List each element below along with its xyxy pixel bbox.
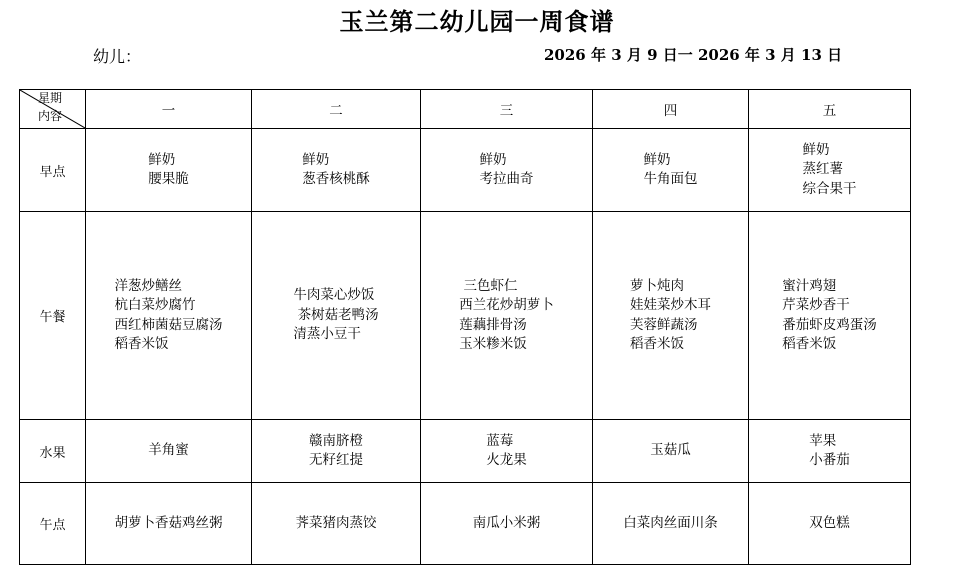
menu-item: 胡萝卜香菇鸡丝粥 [114, 514, 223, 531]
weekly-menu-table [19, 89, 911, 565]
child-label: 幼儿： [93, 47, 142, 66]
menu-cell [749, 129, 911, 212]
menu-cell [749, 483, 911, 565]
menu-cell [421, 420, 593, 483]
menu-item: 荠菜猪肉蒸饺 [295, 514, 377, 531]
menu-cell [252, 129, 421, 212]
menu-cell [593, 129, 749, 212]
menu-item: 鲜奶 [643, 151, 671, 168]
menu-items [296, 514, 377, 534]
menu-cell [749, 212, 911, 420]
meal-label: 早点 [20, 129, 86, 212]
menu-items [473, 514, 541, 534]
menu-cell [86, 420, 252, 483]
menu-cell [421, 483, 593, 565]
menu-item: 鲜奶 [479, 151, 507, 168]
menu-item: 玉米糁米饭 [459, 336, 527, 352]
menu-items [803, 141, 857, 200]
menu-item: 稻香米饭 [630, 336, 684, 352]
menu-item: 牛角面包 [643, 171, 698, 187]
menu-item: 清蒸小豆干 [293, 326, 361, 343]
menu-item: 白菜肉丝面川条 [623, 514, 718, 531]
menu-items [302, 151, 370, 190]
menu-item: 三色虾仁 [459, 277, 518, 294]
corner-label-weekday: 星期 [38, 91, 63, 105]
menu-item: 火龙果 [486, 452, 527, 468]
menu-item: 西兰花炒胡萝卜 [459, 297, 554, 313]
menu-item: 羊角蜜 [148, 442, 189, 459]
menu-item: 娃娃菜炒木耳 [630, 297, 711, 313]
menu-item: 葱香核桃酥 [302, 171, 370, 187]
menu-items [809, 432, 850, 471]
menu-item: 芹菜炒香干 [782, 297, 850, 313]
menu-item: 南瓜小米粥 [472, 514, 541, 531]
menu-cell [421, 129, 593, 212]
day-header: 一 [86, 90, 252, 129]
day-header: 五 [749, 90, 911, 129]
menu-items [630, 277, 711, 355]
menu-cell [421, 212, 593, 420]
menu-item: 蜜汁鸡翅 [782, 277, 837, 294]
menu-item: 洋葱炒鳝丝 [114, 277, 182, 294]
menu-items [623, 514, 718, 534]
menu-row [20, 129, 911, 212]
menu-row [20, 420, 911, 483]
meal-label: 午点 [20, 483, 86, 565]
menu-cell [86, 212, 252, 420]
menu-cell [252, 483, 421, 565]
menu-item: 萝卜炖肉 [630, 277, 684, 294]
meal-label: 午餐 [20, 212, 86, 420]
menu-item: 杭白菜炒腐竹 [114, 297, 196, 313]
menu-items [486, 432, 527, 471]
menu-item: 稻香米饭 [114, 336, 169, 352]
corner-cell [20, 90, 86, 129]
menu-item: 无籽红提 [309, 452, 363, 468]
menu-cell [252, 420, 421, 483]
menu-items [782, 277, 877, 355]
menu-items [809, 514, 850, 534]
menu-item: 苹果 [809, 432, 837, 449]
menu-item: 腰果脆 [148, 171, 189, 187]
menu-items [644, 151, 698, 190]
menu-item: 芙蓉鲜蔬汤 [630, 316, 698, 333]
corner-label-content: 内容 [38, 109, 63, 123]
menu-item: 赣南脐橙 [309, 432, 363, 449]
menu-item: 蓝莓 [486, 432, 514, 449]
menu-item: 牛肉菜心炒饭 [293, 287, 375, 304]
header-row [20, 90, 911, 129]
menu-title: 玉兰第二幼儿园一周食谱 [339, 7, 615, 36]
menu-item: 鲜奶 [148, 151, 176, 168]
menu-cell [593, 212, 749, 420]
menu-cell [86, 483, 252, 565]
day-header: 三 [421, 90, 593, 129]
meal-label: 水果 [20, 420, 86, 483]
menu-cell [86, 129, 252, 212]
menu-items [309, 432, 363, 471]
menu-item: 茶树菇老鸭汤 [293, 306, 379, 323]
menu-item: 双色糕 [809, 514, 850, 531]
menu-items [650, 441, 691, 461]
menu-item: 莲藕排骨汤 [459, 316, 527, 333]
menu-items [115, 514, 223, 534]
menu-cell [593, 483, 749, 565]
menu-cell [749, 420, 911, 483]
menu-items [148, 441, 189, 461]
menu-cell [593, 420, 749, 483]
menu-items [115, 277, 223, 355]
menu-items [480, 151, 534, 190]
menu-item: 综合果干 [802, 180, 857, 197]
menu-item: 蒸红薯 [802, 161, 843, 178]
menu-items [148, 151, 189, 190]
menu-item: 西红柿菌菇豆腐汤 [114, 316, 223, 333]
menu-items [459, 277, 554, 355]
menu-row [20, 483, 911, 565]
date-range: 2026 年 3 月 9 日一 2026 年 3 月 13 日 [544, 46, 843, 64]
menu-item: 稻香米饭 [782, 336, 837, 352]
day-header: 四 [593, 90, 749, 129]
menu-item: 番茄虾皮鸡蛋汤 [782, 316, 877, 333]
menu-item: 鲜奶 [802, 141, 830, 158]
menu-item: 玉菇瓜 [650, 442, 691, 459]
menu-cell [252, 212, 421, 420]
menu-item: 考拉曲奇 [479, 171, 534, 187]
menu-items [293, 286, 378, 345]
menu-item: 鲜奶 [302, 151, 330, 168]
menu-row [20, 212, 911, 420]
day-header: 二 [252, 90, 421, 129]
menu-item: 小番茄 [809, 452, 850, 468]
